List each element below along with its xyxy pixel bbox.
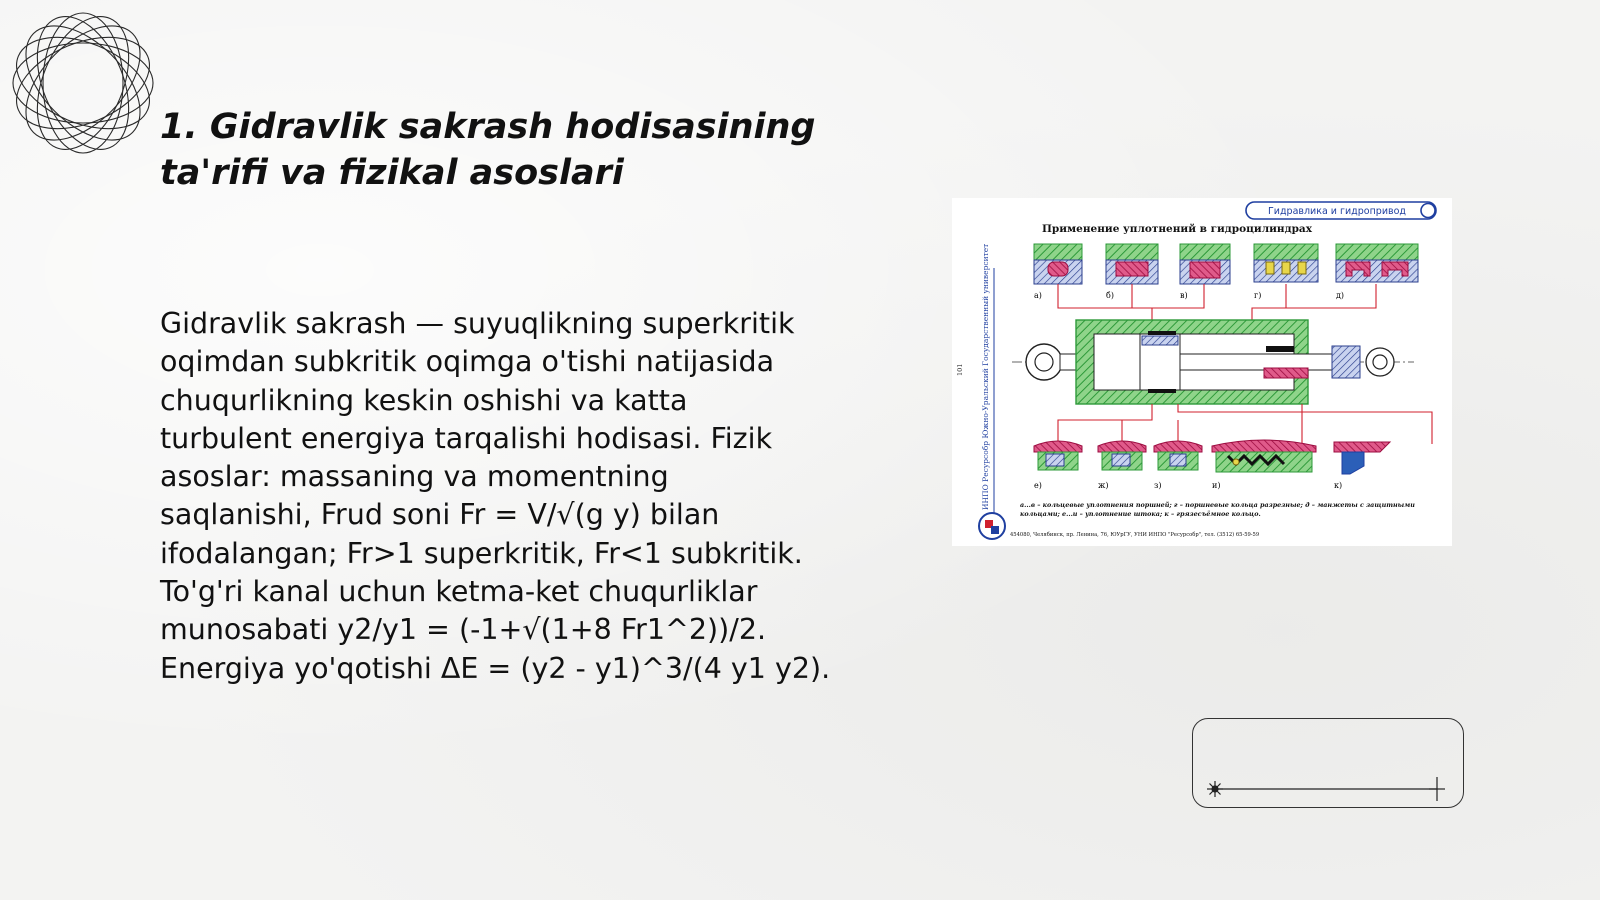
body-line: ifodalangan; Fr>1 superkritik, Fr<1 subkritik.	[160, 536, 803, 570]
bottom-label: к)	[1334, 481, 1343, 490]
title-line-1: 1. Gidravlik sakrash hodisasining	[160, 107, 816, 147]
figure-caption-line-2: кольцами; е...и – уплотнение штока; к – грязесъёмное кольцо.	[1020, 510, 1261, 518]
top-label: а)	[1034, 291, 1042, 300]
bottom-label: и)	[1212, 481, 1221, 490]
bottom-seal-details	[1034, 440, 1390, 490]
body-line: Energiya yo'qotishi ΔE = (y2 - y1)^3/(4 y1 y2).	[160, 651, 831, 685]
figure-heading: Применение уплотнений в гидроцилиндрах	[1042, 223, 1312, 235]
rosette-ellipse	[19, 10, 146, 156]
bottom-label: ж)	[1098, 481, 1109, 490]
body-line: Gidravlik sakrash — suyuqlikning superkritik	[160, 307, 795, 340]
figure-page-number: 101	[956, 363, 964, 376]
rosette-ellipse	[10, 10, 156, 156]
cylinder-drawing	[1012, 320, 1414, 404]
publisher-logo	[979, 513, 1005, 539]
body-line: saqlanishi, Frud soni Fr = V/√(g y) bilan	[160, 498, 720, 532]
body-line: munosabati y2/y1 = (-1+√(1+8 Fr1^2))/2.	[160, 613, 767, 647]
body-line: To'g'ri kanal uchun ketma-ket chuqurliklar	[160, 575, 758, 609]
rosette-ellipse	[10, 19, 156, 146]
bottom-label: е)	[1034, 481, 1042, 490]
rosette-ellipse	[10, 19, 156, 146]
top-label: д)	[1336, 291, 1345, 300]
top-label: б)	[1106, 291, 1114, 300]
figure-badge-text: Гидравлика и гидропривод	[1268, 206, 1406, 217]
top-label: в)	[1180, 291, 1188, 300]
bottom-label: з)	[1154, 481, 1162, 490]
crosshair-icon	[1429, 777, 1445, 801]
circle-rosette-icon	[10, 10, 156, 156]
slide-title	[160, 104, 840, 196]
top-label: г)	[1254, 291, 1262, 300]
figure-caption-line-1: а...в – кольцевые уплотнения поршней; г – поршневые кольца разрезные; д – манжеты с защитными	[1020, 501, 1415, 509]
figure-address: 454080, Челябинск, пр. Ленина, 76, ЮУрГУ, УНИ ИНПО "Ресурсобр", тел. (3512) 65-59-59	[1010, 532, 1260, 538]
body-line: asoslar: massaning va momentning	[160, 460, 669, 494]
title-line-2: ta'rifi va fizikal asoslari	[160, 153, 624, 193]
figure-badge	[1246, 202, 1436, 219]
body-line: chuqurlikning keskin oshishi va katta	[160, 383, 688, 417]
top-seal-details	[1034, 244, 1418, 300]
body-line: oqimdan subkritik oqimga o'tishi natijasida	[160, 345, 775, 379]
star-sparkle-icon	[1207, 781, 1223, 797]
rosette-ellipse	[19, 10, 146, 156]
decorative-frame	[1192, 718, 1464, 808]
body-line: turbulent energiya tarqalishi hodisasi. Fizik	[160, 421, 773, 455]
hydraulic-cylinder-figure	[952, 198, 1452, 546]
figure-side-caption: ИНПО Ресурсобр Южно-Уральский Государственный университет	[981, 243, 990, 510]
rosette-ellipse	[10, 10, 156, 156]
slide-body	[160, 305, 850, 688]
bottom-leader-lines	[1058, 404, 1432, 444]
